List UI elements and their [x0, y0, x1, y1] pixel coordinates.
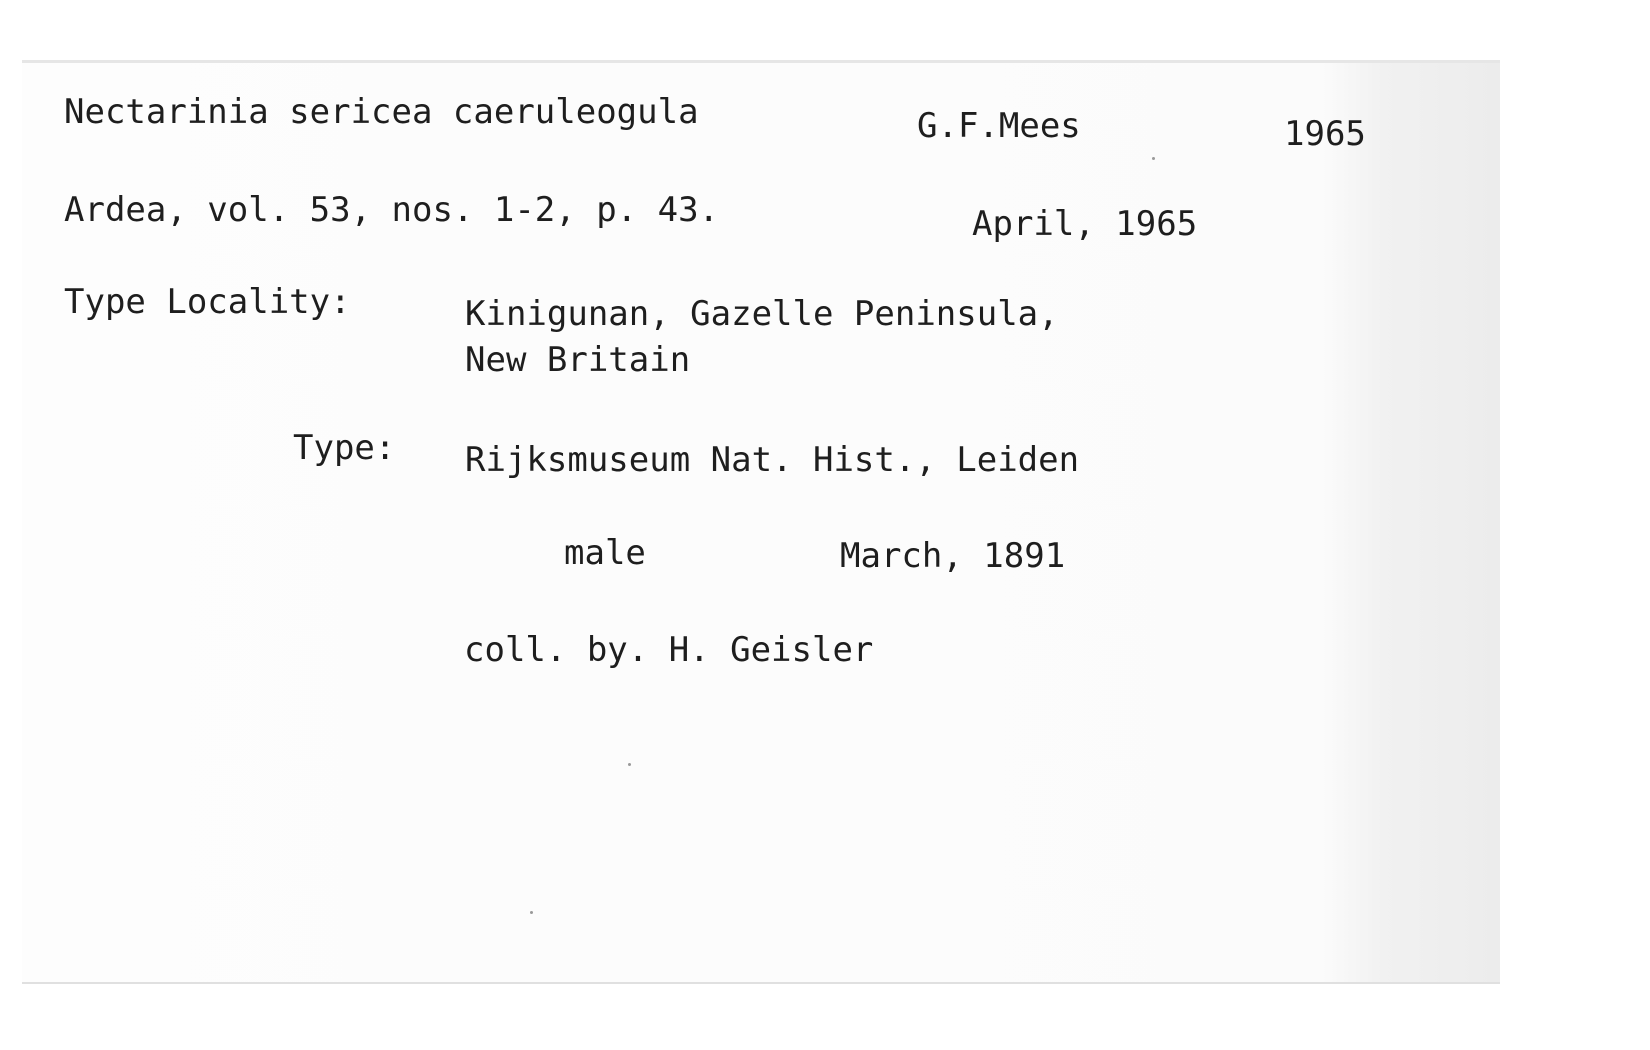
paper-speck — [530, 911, 533, 914]
citation: Ardea, vol. 53, nos. 1-2, p. 43. — [64, 190, 720, 230]
citation-date: April, 1965 — [972, 204, 1198, 244]
type-value: Rijksmuseum Nat. Hist., Leiden — [465, 440, 1080, 480]
collection-date: March, 1891 — [840, 536, 1066, 576]
index-card — [22, 60, 1500, 984]
species-name: Nectarinia sericea caeruleogula — [64, 92, 699, 132]
collector: coll. by. H. Geisler — [464, 630, 874, 670]
year: 1965 — [1284, 114, 1366, 154]
paper-speck — [628, 763, 631, 766]
type-locality-label: Type Locality: — [64, 282, 351, 322]
specimen-sex: male — [564, 533, 646, 573]
type-label: Type: — [293, 428, 396, 468]
paper-speck — [1152, 157, 1155, 160]
author-name: G.F.Mees — [917, 106, 1081, 146]
type-locality-line2: New Britain — [465, 340, 691, 380]
type-locality-line1: Kinigunan, Gazelle Peninsula, — [465, 294, 1059, 334]
